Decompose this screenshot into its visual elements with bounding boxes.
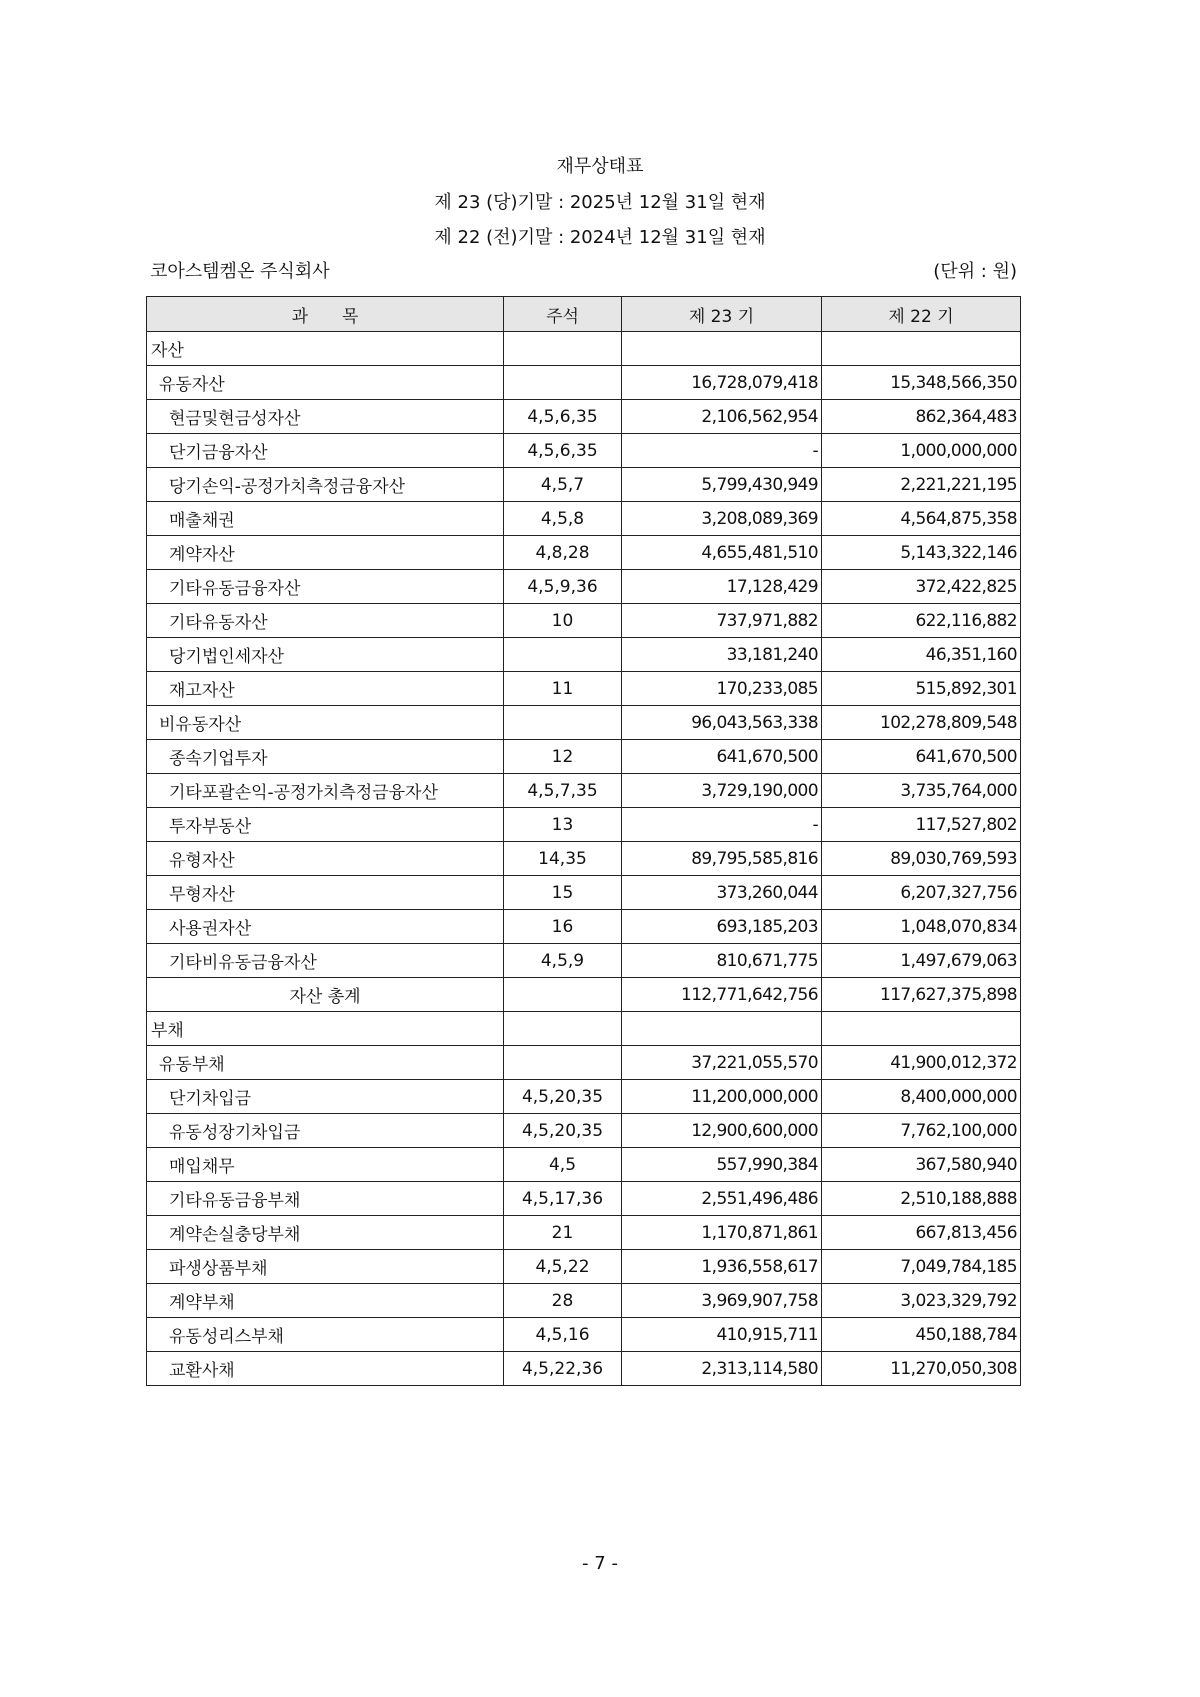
account-cell: 부채 bbox=[147, 1012, 504, 1046]
prior-period-value: 41,900,012,372 bbox=[822, 1046, 1021, 1080]
note-cell: 4,8,28 bbox=[504, 536, 622, 570]
current-period-value: 1,936,558,617 bbox=[622, 1250, 822, 1284]
prior-period-value: 667,813,456 bbox=[822, 1216, 1021, 1250]
period-current: 제 23 (당)기말 : 2025년 12월 31일 현재 bbox=[434, 192, 766, 213]
account-cell: 비유동자산 bbox=[147, 706, 504, 740]
note-cell bbox=[504, 332, 622, 366]
prior-period-value: 7,762,100,000 bbox=[822, 1114, 1021, 1148]
table-row bbox=[147, 468, 1021, 502]
statement-title: 재무상태표 bbox=[556, 156, 644, 177]
current-period-value: 33,181,240 bbox=[622, 638, 822, 672]
note-cell: 4,5,6,35 bbox=[504, 400, 622, 434]
prior-period-value: 372,422,825 bbox=[822, 570, 1021, 604]
current-period-value: 3,729,190,000 bbox=[622, 774, 822, 808]
account-cell: 기타유동금융자산 bbox=[147, 570, 504, 604]
account-cell: 당기손익-공정가치측정금융자산 bbox=[147, 468, 504, 502]
account-cell: 기타포괄손익-공정가치측정금융자산 bbox=[147, 774, 504, 808]
note-cell: 4,5,22 bbox=[504, 1250, 622, 1284]
account-cell: 무형자산 bbox=[147, 876, 504, 910]
account-cell: 계약부채 bbox=[147, 1284, 504, 1318]
table-header-row bbox=[147, 297, 1021, 332]
account-cell: 교환사채 bbox=[147, 1352, 504, 1386]
table-row bbox=[147, 1318, 1021, 1352]
prior-period-value: 6,207,327,756 bbox=[822, 876, 1021, 910]
prior-period-value bbox=[822, 332, 1021, 366]
current-period-value: 737,971,882 bbox=[622, 604, 822, 638]
current-period-value: 693,185,203 bbox=[622, 910, 822, 944]
current-period-value: 2,106,562,954 bbox=[622, 400, 822, 434]
current-period-value: 96,043,563,338 bbox=[622, 706, 822, 740]
table-row bbox=[147, 706, 1021, 740]
balance-sheet-table bbox=[146, 296, 1021, 1386]
prior-period-value: 515,892,301 bbox=[822, 672, 1021, 706]
column-header-account: 과 목 bbox=[147, 297, 504, 332]
table-row bbox=[147, 536, 1021, 570]
prior-period-value: 1,048,070,834 bbox=[822, 910, 1021, 944]
note-cell bbox=[504, 366, 622, 400]
table-row bbox=[147, 978, 1021, 1012]
current-period-value: - bbox=[622, 434, 822, 468]
account-cell: 계약자산 bbox=[147, 536, 504, 570]
note-cell: 28 bbox=[504, 1284, 622, 1318]
note-cell: 4,5,7 bbox=[504, 468, 622, 502]
table-row bbox=[147, 1114, 1021, 1148]
table-row bbox=[147, 1012, 1021, 1046]
note-cell bbox=[504, 1012, 622, 1046]
note-cell: 4,5,9 bbox=[504, 944, 622, 978]
current-period-value: 37,221,055,570 bbox=[622, 1046, 822, 1080]
table-row bbox=[147, 1216, 1021, 1250]
note-cell: 15 bbox=[504, 876, 622, 910]
prior-period-value: 5,143,322,146 bbox=[822, 536, 1021, 570]
note-cell: 4,5,9,36 bbox=[504, 570, 622, 604]
current-period-value: 2,313,114,580 bbox=[622, 1352, 822, 1386]
account-cell: 계약손실충당부채 bbox=[147, 1216, 504, 1250]
note-cell: 16 bbox=[504, 910, 622, 944]
note-cell bbox=[504, 978, 622, 1012]
prior-period-value: 450,188,784 bbox=[822, 1318, 1021, 1352]
prior-period-value: 3,023,329,792 bbox=[822, 1284, 1021, 1318]
table-row bbox=[147, 842, 1021, 876]
account-cell: 매출채권 bbox=[147, 502, 504, 536]
current-period-value: 4,655,481,510 bbox=[622, 536, 822, 570]
account-cell: 매입채무 bbox=[147, 1148, 504, 1182]
table-row bbox=[147, 1080, 1021, 1114]
table-row bbox=[147, 400, 1021, 434]
current-period-value: 3,208,089,369 bbox=[622, 502, 822, 536]
unit-label: (단위 : 원) bbox=[933, 261, 1017, 282]
prior-period-value: 11,270,050,308 bbox=[822, 1352, 1021, 1386]
table-row bbox=[147, 502, 1021, 536]
table-row bbox=[147, 570, 1021, 604]
prior-period-value: 367,580,940 bbox=[822, 1148, 1021, 1182]
prior-period-value: 117,527,802 bbox=[822, 808, 1021, 842]
current-period-value: 5,799,430,949 bbox=[622, 468, 822, 502]
table-row bbox=[147, 366, 1021, 400]
table-row bbox=[147, 808, 1021, 842]
current-period-value: 1,170,871,861 bbox=[622, 1216, 822, 1250]
account-cell: 단기차입금 bbox=[147, 1080, 504, 1114]
table-row bbox=[147, 672, 1021, 706]
account-cell: 자산 bbox=[147, 332, 504, 366]
prior-period-value: 15,348,566,350 bbox=[822, 366, 1021, 400]
prior-period-value: 2,510,188,888 bbox=[822, 1182, 1021, 1216]
current-period-value: 170,233,085 bbox=[622, 672, 822, 706]
note-cell: 4,5,20,35 bbox=[504, 1080, 622, 1114]
account-cell: 유형자산 bbox=[147, 842, 504, 876]
current-period-value: 373,260,044 bbox=[622, 876, 822, 910]
prior-period-value: 2,221,221,195 bbox=[822, 468, 1021, 502]
current-period-value bbox=[622, 1012, 822, 1046]
account-cell: 파생상품부채 bbox=[147, 1250, 504, 1284]
prior-period-value: 117,627,375,898 bbox=[822, 978, 1021, 1012]
account-cell: 유동성장기차입금 bbox=[147, 1114, 504, 1148]
note-cell: 10 bbox=[504, 604, 622, 638]
current-period-value: 11,200,000,000 bbox=[622, 1080, 822, 1114]
account-cell: 단기금융자산 bbox=[147, 434, 504, 468]
table-row bbox=[147, 1046, 1021, 1080]
table-row bbox=[147, 1148, 1021, 1182]
current-period-value: 2,551,496,486 bbox=[622, 1182, 822, 1216]
account-cell: 기타비유동금융자산 bbox=[147, 944, 504, 978]
company-name: 코아스템켐온 주식회사 bbox=[150, 261, 330, 282]
current-period-value: 641,670,500 bbox=[622, 740, 822, 774]
note-cell bbox=[504, 706, 622, 740]
table-body bbox=[147, 332, 1021, 1386]
note-cell: 12 bbox=[504, 740, 622, 774]
current-period-value: 3,969,907,758 bbox=[622, 1284, 822, 1318]
current-period-value: 16,728,079,418 bbox=[622, 366, 822, 400]
account-cell: 기타유동금융부채 bbox=[147, 1182, 504, 1216]
note-cell: 4,5,20,35 bbox=[504, 1114, 622, 1148]
prior-period-value: 3,735,764,000 bbox=[822, 774, 1021, 808]
current-period-value: 12,900,600,000 bbox=[622, 1114, 822, 1148]
note-cell: 4,5 bbox=[504, 1148, 622, 1182]
prior-period-value: 622,116,882 bbox=[822, 604, 1021, 638]
prior-period-value: 1,000,000,000 bbox=[822, 434, 1021, 468]
prior-period-value: 8,400,000,000 bbox=[822, 1080, 1021, 1114]
table-row bbox=[147, 1250, 1021, 1284]
account-cell: 기타유동자산 bbox=[147, 604, 504, 638]
note-cell: 13 bbox=[504, 808, 622, 842]
column-header-current-period: 제 23 기 bbox=[622, 297, 822, 332]
prior-period-value bbox=[822, 1012, 1021, 1046]
column-header-note: 주석 bbox=[504, 297, 622, 332]
prior-period-value: 4,564,875,358 bbox=[822, 502, 1021, 536]
note-cell: 4,5,17,36 bbox=[504, 1182, 622, 1216]
table-row bbox=[147, 1284, 1021, 1318]
account-cell: 현금및현금성자산 bbox=[147, 400, 504, 434]
table-row bbox=[147, 1352, 1021, 1386]
table-row bbox=[147, 774, 1021, 808]
account-cell: 유동성리스부채 bbox=[147, 1318, 504, 1352]
period-prior: 제 22 (전)기말 : 2024년 12월 31일 현재 bbox=[434, 227, 766, 248]
page-number: - 7 - bbox=[582, 1553, 618, 1574]
prior-period-value: 46,351,160 bbox=[822, 638, 1021, 672]
note-cell bbox=[504, 638, 622, 672]
prior-period-value: 862,364,483 bbox=[822, 400, 1021, 434]
account-cell: 유동자산 bbox=[147, 366, 504, 400]
table-row bbox=[147, 434, 1021, 468]
current-period-value: 810,671,775 bbox=[622, 944, 822, 978]
prior-period-value: 102,278,809,548 bbox=[822, 706, 1021, 740]
table-row bbox=[147, 638, 1021, 672]
table-row bbox=[147, 910, 1021, 944]
current-period-value: 410,915,711 bbox=[622, 1318, 822, 1352]
table-row bbox=[147, 1182, 1021, 1216]
table-row bbox=[147, 740, 1021, 774]
note-cell bbox=[504, 1046, 622, 1080]
current-period-value: - bbox=[622, 808, 822, 842]
current-period-value bbox=[622, 332, 822, 366]
account-cell: 종속기업투자 bbox=[147, 740, 504, 774]
account-cell: 자산 총계 bbox=[147, 978, 504, 1012]
current-period-value: 17,128,429 bbox=[622, 570, 822, 604]
account-cell: 투자부동산 bbox=[147, 808, 504, 842]
note-cell: 4,5,8 bbox=[504, 502, 622, 536]
table-row bbox=[147, 332, 1021, 366]
note-cell: 14,35 bbox=[504, 842, 622, 876]
account-cell: 당기법인세자산 bbox=[147, 638, 504, 672]
note-cell: 4,5,6,35 bbox=[504, 434, 622, 468]
current-period-value: 89,795,585,816 bbox=[622, 842, 822, 876]
column-header-prior-period: 제 22 기 bbox=[822, 297, 1021, 332]
note-cell: 4,5,16 bbox=[504, 1318, 622, 1352]
account-cell: 재고자산 bbox=[147, 672, 504, 706]
current-period-value: 112,771,642,756 bbox=[622, 978, 822, 1012]
table-row bbox=[147, 604, 1021, 638]
prior-period-value: 7,049,784,185 bbox=[822, 1250, 1021, 1284]
table-row bbox=[147, 876, 1021, 910]
prior-period-value: 89,030,769,593 bbox=[822, 842, 1021, 876]
note-cell: 21 bbox=[504, 1216, 622, 1250]
account-cell: 유동부채 bbox=[147, 1046, 504, 1080]
note-cell: 4,5,22,36 bbox=[504, 1352, 622, 1386]
current-period-value: 557,990,384 bbox=[622, 1148, 822, 1182]
note-cell: 4,5,7,35 bbox=[504, 774, 622, 808]
prior-period-value: 1,497,679,063 bbox=[822, 944, 1021, 978]
note-cell: 11 bbox=[504, 672, 622, 706]
table-row bbox=[147, 944, 1021, 978]
prior-period-value: 641,670,500 bbox=[822, 740, 1021, 774]
account-cell: 사용권자산 bbox=[147, 910, 504, 944]
